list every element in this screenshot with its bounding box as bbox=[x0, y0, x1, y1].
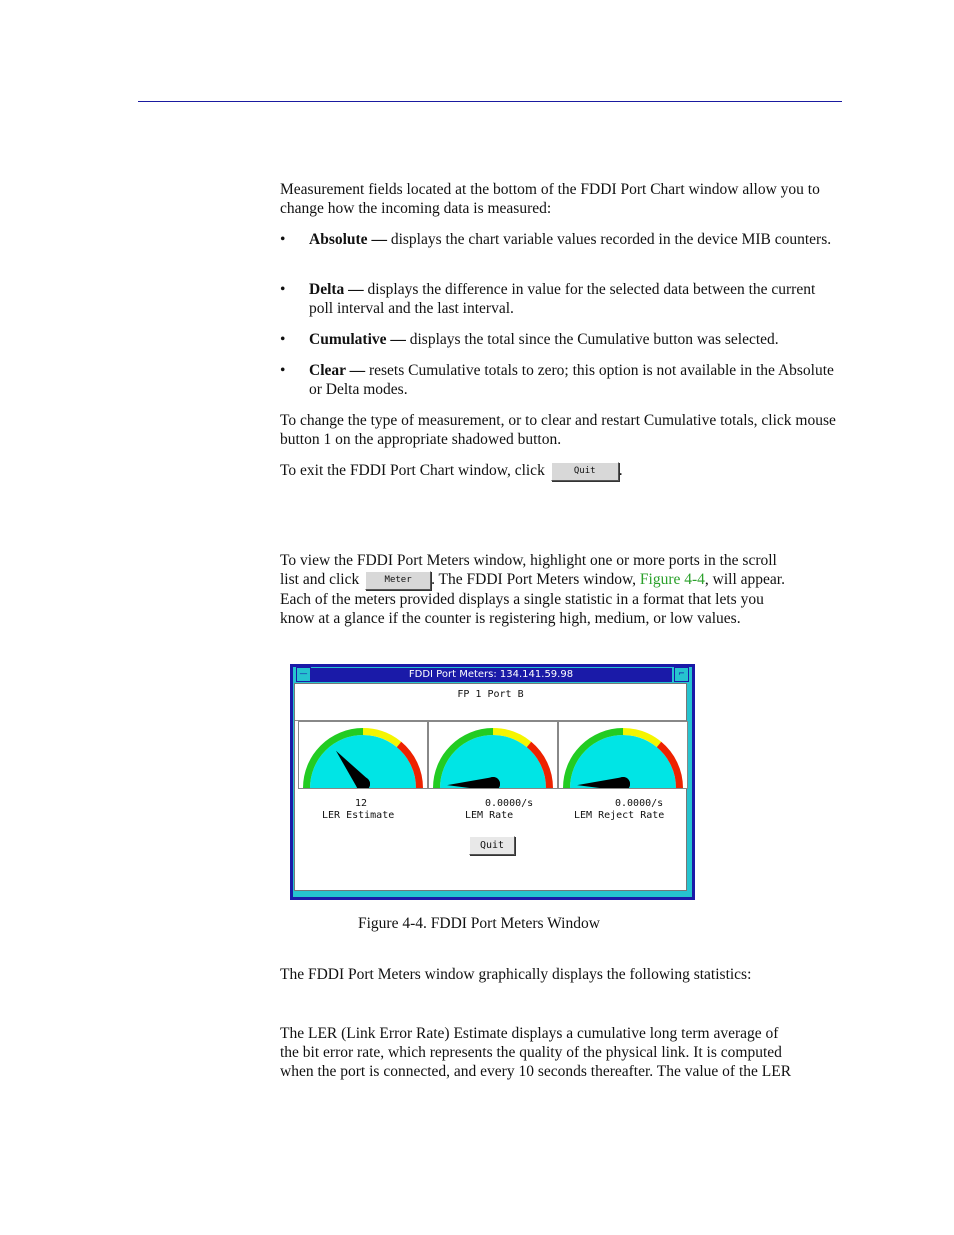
meters-paragraph bbox=[280, 551, 842, 628]
measurement-paragraph: To change the type of measurement, or to clear and restart Cumulative totals, click mouse button 1 on the appropriate shadowed button. bbox=[280, 412, 836, 448]
figure-caption: Figure 4-4. FDDI Port Meters Window bbox=[358, 915, 600, 932]
bullet-dot: • bbox=[280, 331, 286, 348]
meters-line-3: Each of the meters provided displays a single statistic in a format that lets you bbox=[280, 590, 764, 608]
exit-text: To exit the FDDI Port Chart window, click bbox=[280, 462, 545, 479]
meters-line-2 bbox=[280, 570, 842, 590]
bullet-text: displays the total since the Cumulative button was selected. bbox=[405, 331, 779, 348]
meters-line-4: know at a glance if the counter is registering high, medium, or low values. bbox=[280, 609, 741, 627]
lem-rate-label: LEM Rate bbox=[465, 810, 514, 821]
meters-line-2-prefix: list and click bbox=[280, 571, 360, 588]
port-header: FP 1 Port B bbox=[295, 684, 686, 721]
ler-estimate-value: 12 bbox=[355, 798, 368, 809]
fddi-port-meters-window bbox=[290, 664, 695, 900]
ler-line: when the port is connected, and every 10 seconds thereafter. The value of the LER bbox=[280, 1063, 792, 1080]
bullet-delta bbox=[280, 280, 842, 320]
meters-line-1: To view the FDDI Port Meters window, highlight one or more ports in the scroll bbox=[280, 552, 777, 569]
bullet-dot: • bbox=[280, 362, 286, 379]
ler-estimate-label: LER Estimate bbox=[322, 810, 395, 821]
ler-paragraph bbox=[280, 1024, 842, 1081]
lem-reject-rate-value: 0.0000/s bbox=[615, 798, 664, 809]
ler-line: The LER (Link Error Rate) Estimate displays a cumulative long term average of bbox=[280, 1025, 779, 1042]
statistics-intro: The FDDI Port Meters window graphically displays the following statistics: bbox=[280, 966, 752, 983]
gauge-panel-ler-estimate bbox=[298, 721, 428, 789]
lem-reject-rate-label: LEM Reject Rate bbox=[574, 810, 665, 821]
quit-inline-button[interactable]: Quit bbox=[551, 462, 619, 481]
exit-period: . bbox=[618, 462, 623, 479]
gauge-lem-reject-rate bbox=[559, 722, 687, 788]
meters-line-2-mid: . The FDDI Port Meters window, bbox=[431, 571, 637, 588]
figure-link[interactable]: Figure 4-4 bbox=[639, 571, 705, 588]
bullet-dot: • bbox=[280, 231, 286, 248]
gauge-ler-estimate bbox=[299, 722, 427, 788]
bullet-clear bbox=[280, 361, 842, 401]
bullet-text: displays the difference in value for the selected data between the current poll interval and the last interval. bbox=[309, 281, 816, 317]
ler-line: the bit error rate, which represents the quality of the physical link. It is computed bbox=[280, 1044, 782, 1061]
bullet-dot: • bbox=[280, 281, 286, 298]
maximize-icon[interactable]: ⌐ bbox=[674, 667, 689, 682]
bullet-cumulative bbox=[280, 330, 842, 350]
gauge-panel-lem-rate bbox=[428, 721, 558, 789]
meter-inline-button[interactable]: Meter bbox=[365, 571, 431, 590]
bullet-text: resets Cumulative totals to zero; this option is not available in the Absolute or Delta modes. bbox=[309, 362, 834, 398]
bullet-term: Clear — bbox=[309, 362, 366, 379]
intro-paragraph: Measurement fields located at the bottom of the FDDI Port Chart window allow you to change how the incoming data is measured: bbox=[280, 181, 820, 217]
exit-paragraph bbox=[280, 461, 842, 481]
bullet-term: Delta — bbox=[309, 281, 364, 298]
gauge-lem-rate bbox=[429, 722, 557, 788]
bullet-absolute bbox=[280, 230, 842, 270]
window-menu-icon[interactable]: — bbox=[296, 667, 311, 682]
meters-line-2-suffix: , will appear. bbox=[704, 571, 785, 588]
window-title: FDDI Port Meters: 134.141.59.98 bbox=[310, 668, 672, 682]
header-rule bbox=[138, 101, 842, 102]
bullet-term: Absolute — bbox=[309, 231, 387, 248]
quit-button[interactable]: Quit bbox=[469, 836, 515, 855]
bullet-term: Cumulative — bbox=[309, 331, 406, 348]
lem-rate-value: 0.0000/s bbox=[485, 798, 534, 809]
gauge-panel-lem-reject-rate bbox=[558, 721, 688, 789]
window-client-area bbox=[294, 683, 687, 891]
bullet-text: displays the chart variable values recorded in the device MIB counters. bbox=[386, 231, 832, 248]
